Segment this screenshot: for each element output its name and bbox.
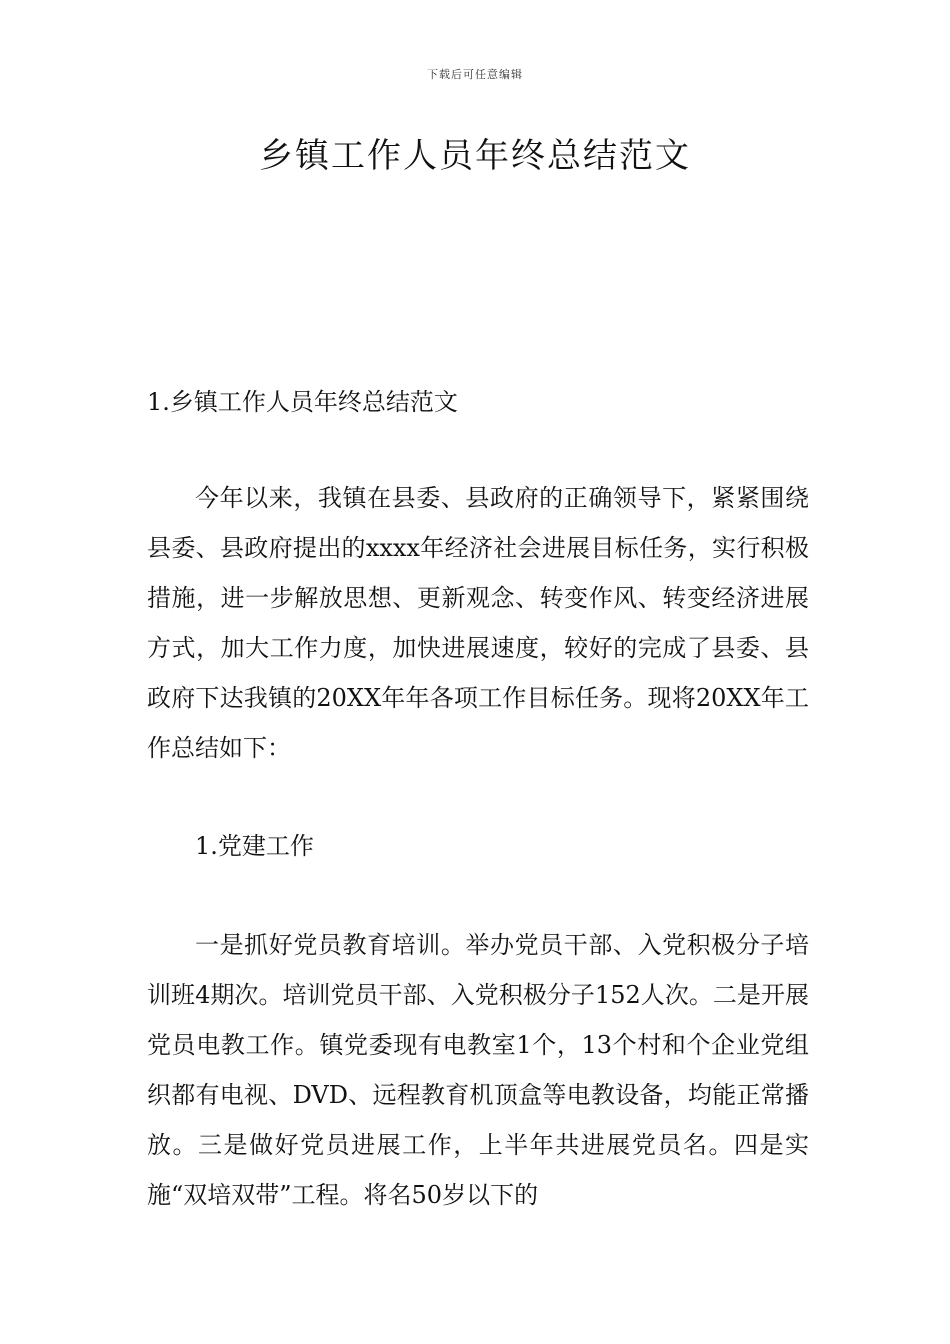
header-note: 下载后可任意编辑 [427, 68, 523, 81]
sub-heading-party-building: 1.党建工作 [195, 832, 314, 860]
document-title: 乡镇工作人员年终总结范文 [259, 136, 691, 176]
section-heading: 1.乡镇工作人员年终总结范文 [147, 388, 458, 416]
paragraph-party-building: 一是抓好党员教育培训。举办党员干部、入党积极分子培训班4期次。培训党员干部、入党积极分子152人次。二是开展党员电教工作。镇党委现有电教室1个，13个村和个企业党组织都有电视、DVD、远程教育机顶盒等电教设备，均能正常播放。三是做好党员进展工作，上半年共进展党员名。四是实施“双培双带”工程。将名50岁以下的 [147, 931, 809, 1209]
paragraph-intro: 今年以来，我镇在县委、县政府的正确领导下，紧紧围绕县委、县政府提出的xxxx年经济社会进展目标任务，实行积极措施，进一步解放思想、更新观念、转变作风、转变经济进展方式，加大工作力度，加快进展速度，较好的完成了县委、县政府下达我镇的20XX年年各项工作目标任务。现将20XX年工作总结如下： [147, 484, 809, 762]
